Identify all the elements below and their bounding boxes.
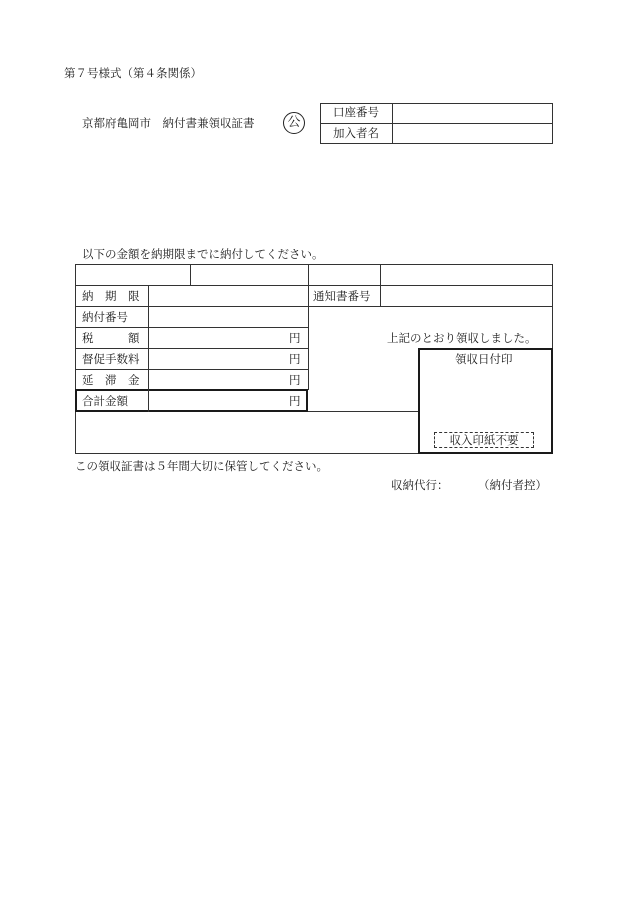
total-yen: 円: [289, 394, 301, 408]
document-title: 京都府亀岡市 納付書兼領収証書: [82, 116, 255, 130]
subscriber-name-label: 加入者名: [333, 126, 379, 140]
date-stamp-label: 領収日付印: [455, 352, 513, 366]
total-amount-label: 合計金額: [82, 394, 128, 408]
instruction-text: 以下の金額を納期限までに納付してください。: [82, 247, 324, 261]
public-seal-icon: 公: [283, 112, 305, 134]
dunning-fee-label: 督促手数料: [82, 352, 140, 366]
blank-row-divider-1: [190, 264, 191, 285]
notice-row-bottom: [308, 306, 553, 307]
notice-number-label: 通知書番号: [313, 289, 371, 303]
total-row-extension: [308, 411, 418, 412]
payer-copy-label: （納付者控）: [478, 478, 547, 492]
dunning-fee-yen: 円: [289, 352, 301, 366]
account-box-divider: [320, 123, 553, 124]
late-fee-label: 延 滞 金: [82, 373, 140, 387]
amount-column-right: [308, 285, 309, 390]
blank-row-divider-2: [308, 264, 309, 285]
account-box-column-divider: [392, 103, 393, 144]
payment-number-label: 納付番号: [82, 310, 128, 324]
retention-note: この領収証書は５年間大切に保管してください。: [75, 459, 328, 473]
tax-yen: 円: [289, 331, 301, 345]
tax-amount-label: 税 額: [82, 331, 140, 345]
label-column-divider: [148, 285, 149, 390]
stamp-not-required-box: 収入印紙不要: [434, 432, 534, 448]
row-line-1: [75, 285, 553, 286]
form-number: 第７号様式（第４条関係）: [64, 66, 202, 80]
due-date-label: 納 期 限: [82, 289, 140, 303]
received-text: 上記のとおり領収しました。: [387, 331, 537, 345]
collection-agent-label: 収納代行：: [391, 478, 449, 492]
row-line-3: [75, 327, 308, 328]
row-line-2: [75, 306, 308, 307]
row-line-4: [75, 348, 308, 349]
row-line-5: [75, 369, 308, 370]
total-row-divider: [148, 389, 149, 412]
late-fee-yen: 円: [289, 373, 301, 387]
account-number-label: 口座番号: [333, 105, 379, 119]
